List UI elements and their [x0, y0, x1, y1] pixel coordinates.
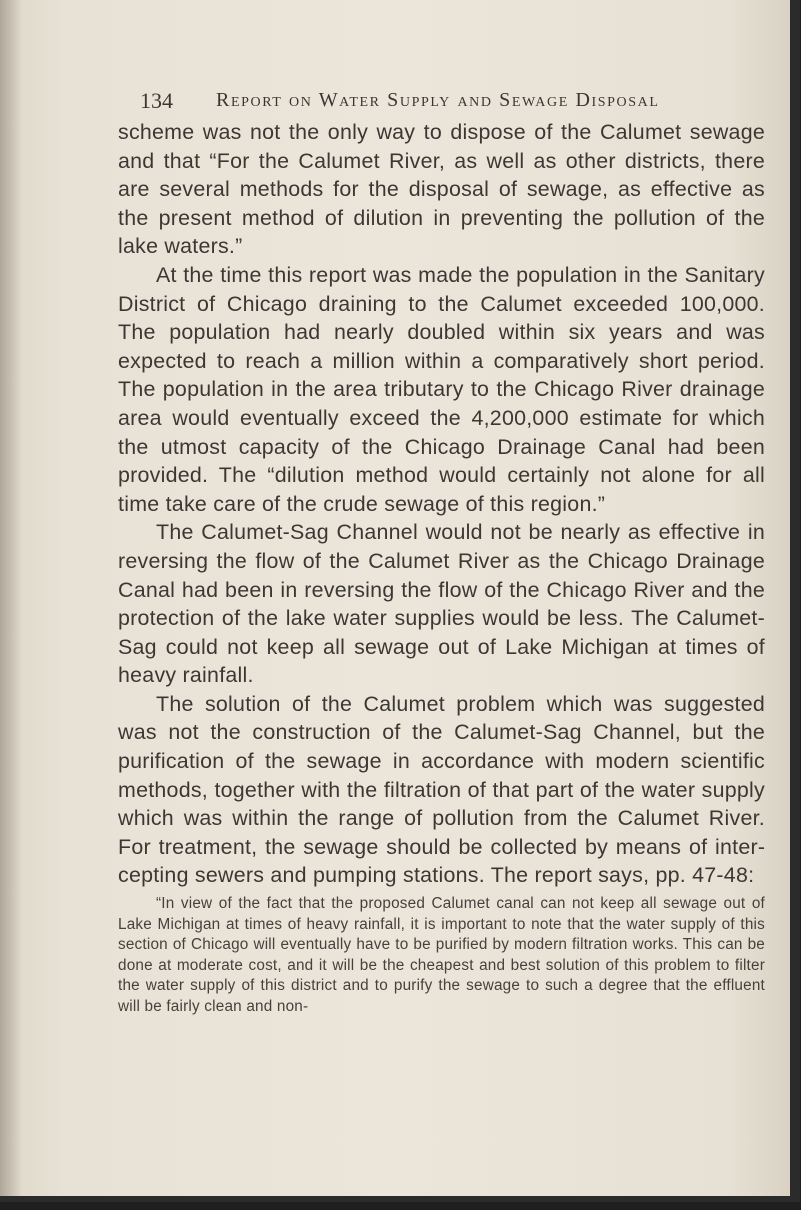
- page-number: 134: [140, 88, 173, 113]
- block-quote: “In view of the fact that the proposed Calumet canal can not keep all sewage out of Lake Michigan at times of heavy rainfall, it is important to note that the water supply of this section of Chicago will eventually have to be purified by modern filtration works. This can be done at moderate cost, and it will be the cheapest and best solution of this problem to filter the water supply of this district and to purify the sewage to such a degree that the effluent will be fairly clean and non-: [118, 895, 765, 1015]
- page-edge-bottom: [0, 1202, 801, 1210]
- paragraph-solution: The solution of the Calumet problem which was suggested was not the construction of the Calumet-Sag Channel, but the purification of the sewage in accordance with modern scientific methods, together with the filtration of that part of the water supply which was within the range of pollution from the Calumet River. For treatment, the sewage should be collected by means of intercepting sewers and pumping stations. The report says, pp. 47-48:: [118, 691, 765, 888]
- paragraph-continued: scheme was not the only way to dispose of the Calumet sewage and that “For the Calumet River, as well as other districts, there are several methods for the disposal of sewage, as effective as the present method of dilution in preventing the pollution of the lake waters.”: [118, 120, 765, 259]
- binding-shadow: [0, 0, 22, 1196]
- body-text: [118, 118, 765, 1018]
- running-head: Report on Water Supply and Sewage Disposal: [216, 89, 660, 111]
- paragraph-population: At the time this report was made the population in the Sanitary District of Chicago draining to the Calumet exceeded 100,000. The population had nearly doubled within six years and was expected to reach a million within a comparatively short period. The population in the area tributary to the Chicago River drainage area would eventually exceed the 4,200,000 estimate for which the utmost capacity of the Chicago Drainage Canal had been provided. The “dilution method would certainly not alone for all time take care of the crude sewage of this region.”: [118, 262, 765, 516]
- page-header: [140, 88, 760, 116]
- paragraph-calumet-sag: The Calumet-Sag Channel would not be nearly as effective in reversing the flow of the Calumet River as the Chicago Drainage Canal had been in reversing the flow of the Chicago River and the protection of the lake water supplies would be less. The Calumet-Sag could not keep all sewage out of Lake Michigan at times of heavy rainfall.: [118, 520, 765, 688]
